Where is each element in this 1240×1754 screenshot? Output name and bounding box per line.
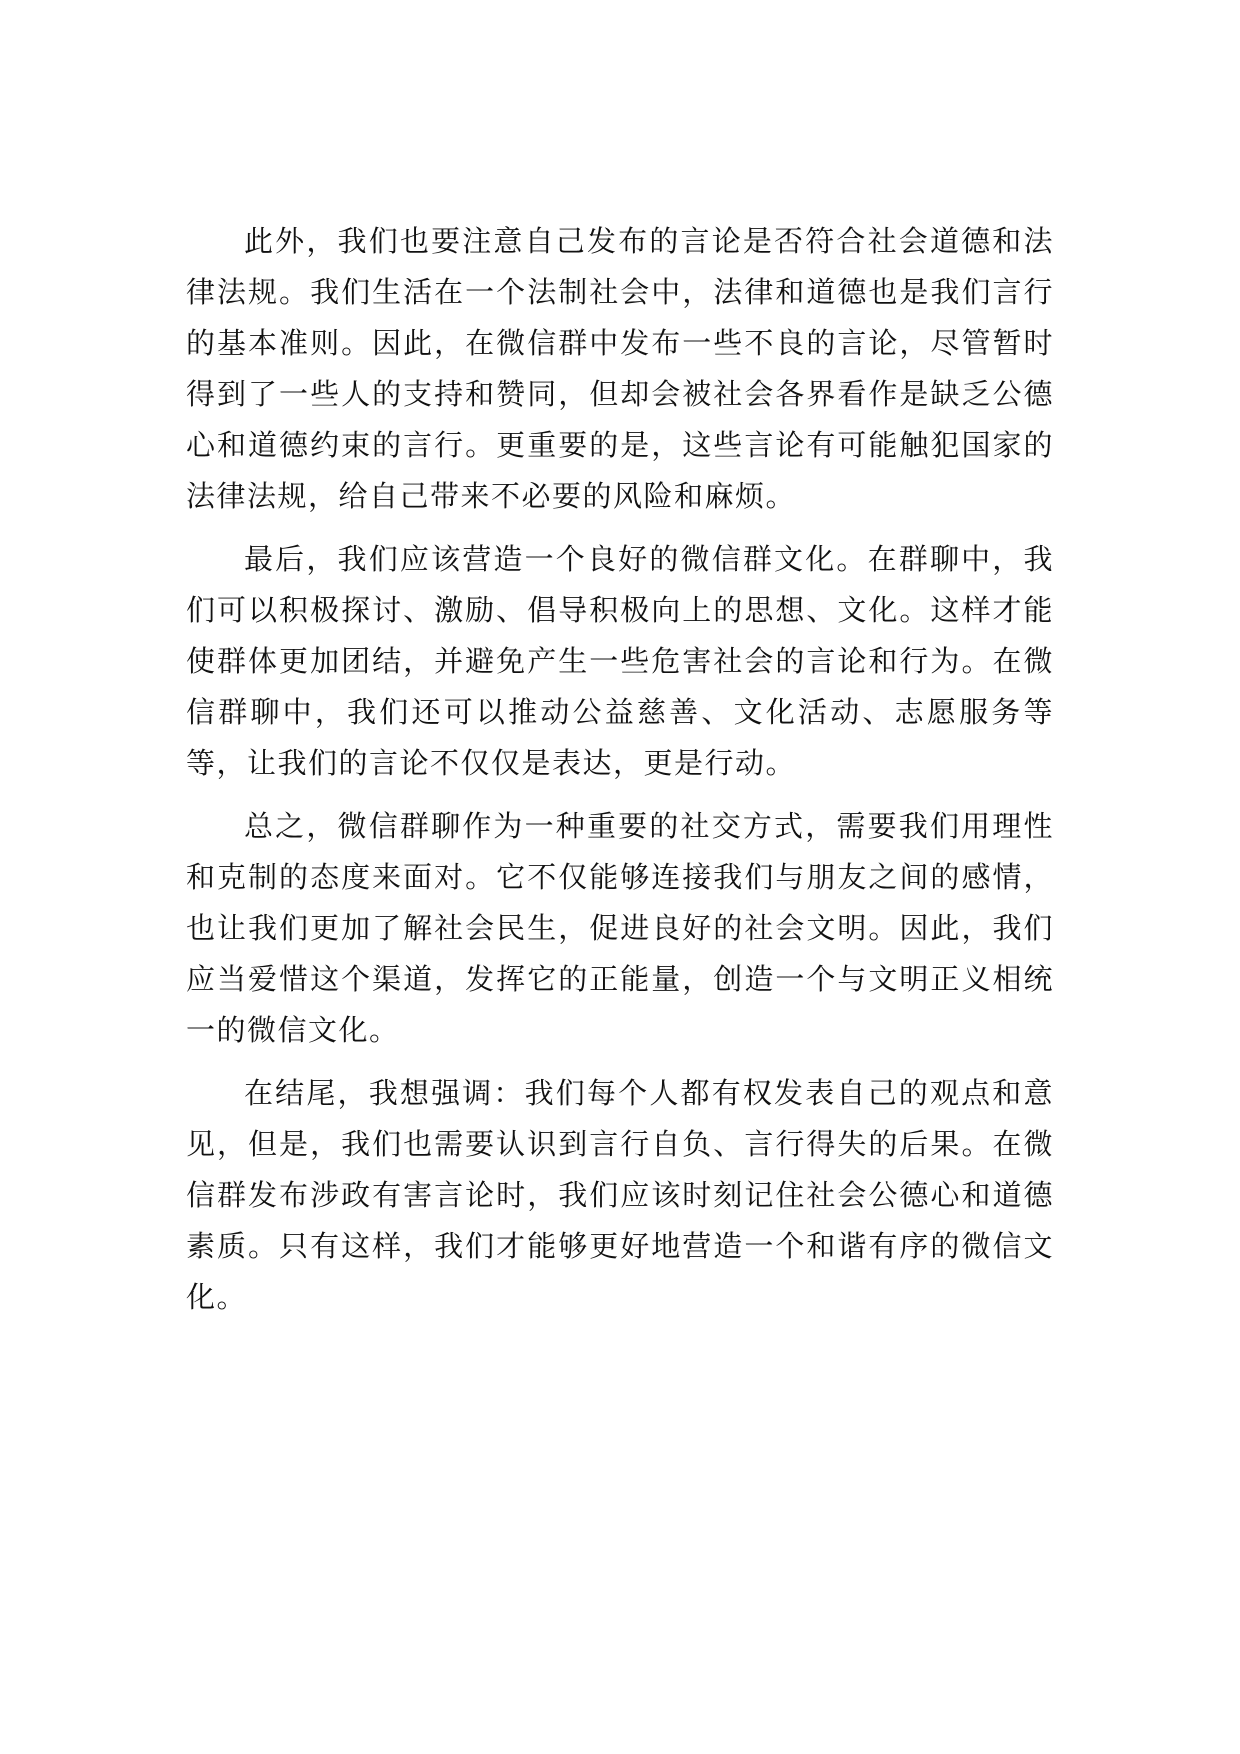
paragraph-group-culture: 最后，我们应该营造一个良好的微信群文化。在群聊中，我们可以积极探讨、激励、倡导积极向上的思想、文化。这样才能使群体更加团结，并避免产生一些危害社会的言论和行为。在微信群聊中，我们还可以推动公益慈善、文化活动、志愿服务等等，让我们的言论不仅仅是表达，更是行动。 <box>186 542 1054 780</box>
paragraph-moral-and-law: 此外，我们也要注意自己发布的言论是否符合社会道德和法律法规。我们生活在一个法制社会中，法律和道德也是我们言行的基本准则。因此，在微信群中发布一些不良的言论，尽管暂时得到了一些人的支持和赞同，但却会被社会各界看作是缺乏公德心和道德约束的言行。更重要的是，这些言论有可能触犯国家的法律法规，给自己带来不必要的风险和麻烦。 <box>186 224 1054 513</box>
paragraph-summary: 总之，微信群聊作为一种重要的社交方式，需要我们用理性和克制的态度来面对。它不仅能够连接我们与朋友之间的感情，也让我们更加了解社会民生，促进良好的社会文明。因此，我们应当爱惜这个渠道，发挥它的正能量，创造一个与文明正义相统一的微信文化。 <box>186 809 1054 1047</box>
document-body <box>186 216 1054 1323</box>
paragraph-conclusion: 在结尾，我想强调：我们每个人都有权发表自己的观点和意见，但是，我们也需要认识到言行自负、言行得失的后果。在微信群发布涉政有害言论时，我们应该时刻记住社会公德心和道德素质。只有这样，我们才能够更好地营造一个和谐有序的微信文化。 <box>186 1076 1054 1314</box>
